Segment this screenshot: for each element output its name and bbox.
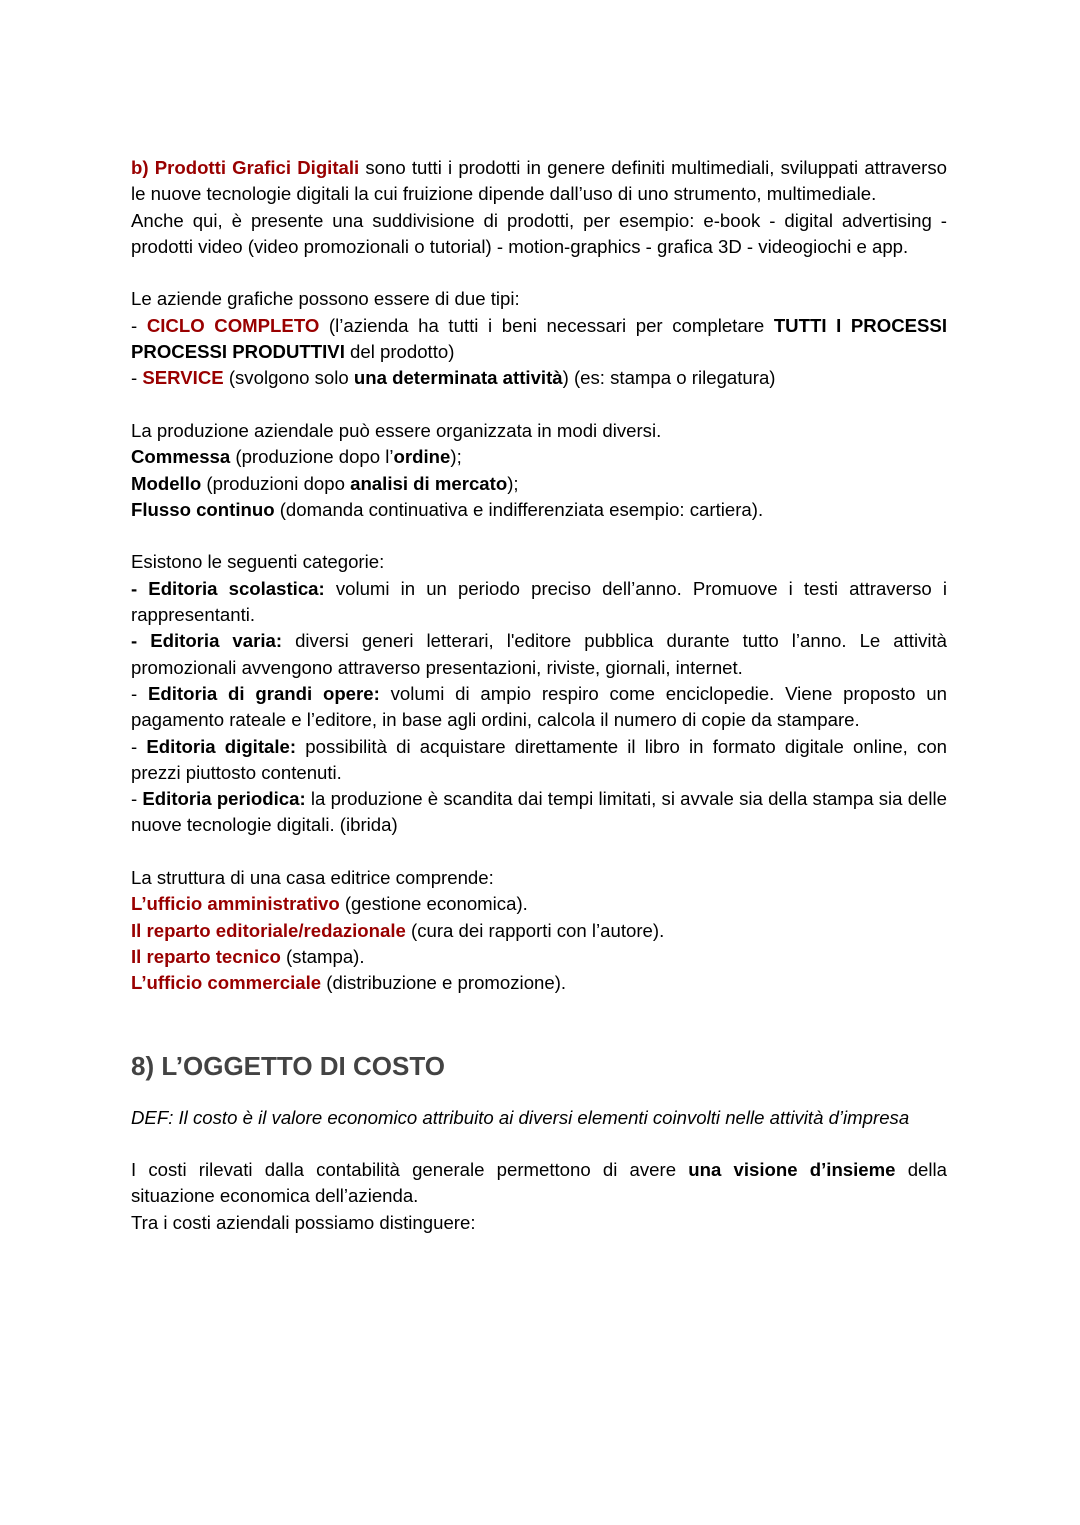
company-type-emphasis: TUTTI I PROCESSI PROCESSI PRODUTTIVI	[131, 314, 947, 363]
company-types-intro: Le aziende grafiche possono essere di due tipi:	[131, 288, 520, 310]
production-text: (produzioni dopo	[201, 472, 351, 494]
category-term: Editoria di grandi opere:	[148, 682, 380, 704]
list-dash: -	[131, 314, 147, 336]
production-term: Flusso continuo	[131, 498, 275, 520]
structure-item	[131, 970, 947, 996]
production-term: Commessa	[131, 446, 231, 468]
structure-text: (gestione economica).	[339, 893, 528, 915]
production-item	[131, 444, 947, 470]
company-type-text: del prodotto)	[344, 341, 455, 363]
document-page	[131, 155, 947, 1236]
category-text: diversi generi letterari, l'editore pubblica durante tutto l’anno. Le attività promozionali avvengono attraverso presentazioni, riviste, giornali, internet.	[131, 630, 948, 678]
costs-emphasis: una visione d’insieme	[688, 1159, 896, 1181]
category-text: volumi in un periodo preciso dell’anno. Promuove i testi attraverso i rappresentanti.	[131, 577, 947, 626]
list-dash: -	[131, 788, 143, 810]
category-text: volumi di ampio respiro come enciclopedie. Viene proposto un pagamento rateale e l’editore, in base agli ordini, calcola il numero di copie da stampare.	[131, 682, 947, 731]
company-type-text: (l’azienda ha tutti i beni necessari per completare	[319, 314, 774, 336]
production-text: );	[507, 472, 519, 494]
spacer	[131, 1083, 947, 1105]
spacer	[131, 523, 947, 549]
production-emphasis: analisi di mercato	[350, 472, 508, 494]
section-b-paragraph	[131, 155, 947, 208]
structure-text: (distribuzione e promozione).	[321, 972, 567, 994]
cost-definition: DEF: Il costo è il valore economico attribuito ai diversi elementi coinvolti nelle attività d’impresa	[131, 1106, 910, 1128]
company-type-text: ) (es: stampa o rilegatura)	[562, 367, 776, 389]
company-type-term: SERVICE	[142, 367, 224, 389]
spacer	[131, 260, 947, 286]
company-type-text: (svolgono solo	[223, 367, 354, 389]
categories-intro: Esistono le seguenti categorie:	[131, 551, 385, 573]
production-item	[131, 497, 947, 523]
company-type-term: CICLO COMPLETO	[146, 314, 320, 336]
structure-text: (cura dei rapporti con l’autore).	[405, 919, 665, 941]
spacer	[131, 1131, 947, 1157]
production-emphasis: ordine	[393, 446, 451, 468]
list-dash: -	[131, 367, 143, 389]
category-item	[131, 786, 947, 839]
production-text: );	[450, 446, 462, 468]
production-intro: La produzione aziendale può essere organizzata in modi diversi.	[131, 419, 662, 441]
category-item	[131, 734, 947, 787]
spacer	[131, 392, 947, 418]
section-b-title: b) Prodotti Grafici Digitali	[131, 157, 360, 178]
category-text: possibilità di acquistare direttamente il libro in formato digitale online, con prezzi piuttosto contenuti.	[131, 735, 948, 783]
structure-item	[131, 944, 947, 970]
structure-term: L’ufficio amministrativo	[131, 893, 340, 915]
costs-paragraph	[131, 1157, 947, 1210]
section-b-examples: Anche qui, è presente una suddivisione di prodotti, per esempio: e-book - digital advertising - prodotti video (video promozionali o tutorial) - motion-graphics - grafica 3D - videogiochi e app.	[131, 209, 947, 257]
category-item	[131, 628, 947, 681]
category-term: - Editoria scolastica:	[131, 577, 325, 599]
category-item	[131, 681, 947, 734]
structure-intro: La struttura di una casa editrice comprende:	[131, 867, 494, 889]
company-type-emphasis: una determinata attività	[353, 367, 563, 389]
structure-item	[131, 918, 947, 944]
costs-text: della situazione economica dell’azienda.	[131, 1159, 948, 1207]
category-term: Editoria digitale:	[146, 735, 297, 757]
structure-term: Il reparto editoriale/redazionale	[131, 919, 406, 941]
structure-term: L’ufficio commerciale	[131, 972, 322, 994]
category-text: la produzione è scandita dai tempi limitati, si avvale sia della stampa sia delle nuove tecnologie digitali. (ibrida)	[131, 788, 947, 836]
category-item	[131, 576, 947, 629]
list-dash: -	[131, 682, 148, 704]
spacer	[131, 839, 947, 865]
production-text: (produzione dopo l’	[230, 446, 394, 468]
production-item	[131, 471, 947, 497]
structure-text: (stampa).	[280, 945, 365, 967]
structure-item	[131, 891, 947, 917]
list-dash: -	[131, 735, 147, 757]
company-type-item	[131, 313, 947, 366]
category-term: - Editoria varia:	[131, 630, 283, 652]
spacer	[131, 997, 947, 1049]
section-8-heading: 8) L’OGGETTO DI COSTO	[131, 1050, 445, 1081]
costs-text: I costi rilevati dalla contabilità generale permettono di avere	[131, 1159, 689, 1181]
production-text: (domanda continuativa e indifferenziata esempio: cartiera).	[274, 498, 764, 520]
category-term: Editoria periodica:	[142, 788, 306, 810]
company-type-item	[131, 365, 947, 391]
section-b-text: sono tutti i prodotti in genere definiti multimediali, sviluppati attraverso le nuove tecnologie digitali la cui fruizione dipende dall’uso di uno strumento, multimediale.	[131, 157, 947, 205]
production-term: Modello	[131, 472, 202, 494]
costs-distinguish: Tra i costi aziendali possiamo distinguere:	[131, 1211, 476, 1233]
structure-term: Il reparto tecnico	[131, 945, 281, 967]
